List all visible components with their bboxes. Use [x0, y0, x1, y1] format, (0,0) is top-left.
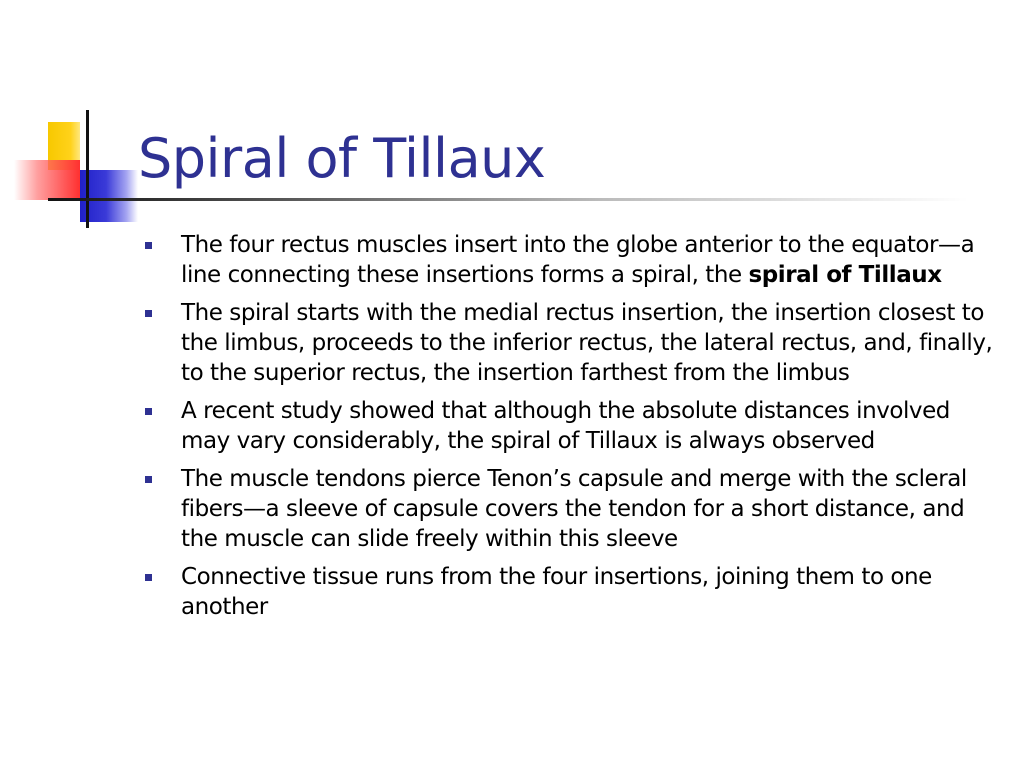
title-divider — [48, 198, 968, 201]
bullet-item — [145, 464, 995, 554]
bullet-body: Connective tissue runs from the four insertions, joining them to one another — [181, 564, 932, 620]
square-bullet-icon — [145, 574, 152, 581]
bullet-item — [145, 562, 995, 622]
square-bullet-icon — [145, 242, 152, 249]
square-bullet-icon — [145, 408, 152, 415]
bullet-item — [145, 396, 995, 456]
bullet-list — [145, 230, 995, 630]
bullet-bold-term: spiral of Tillaux — [748, 262, 942, 288]
bullet-body: The spiral starts with the medial rectus insertion, the insertion closest to the limbus, proceeds to the inferior rectus, the lateral rectus, and, finally, to the superior rectus, the insertion farthest from the limbus — [181, 300, 993, 386]
bullet-text — [181, 398, 950, 454]
bullet-text — [181, 300, 992, 386]
decorative-logo — [0, 0, 150, 240]
slide-title: Spiral of Tillaux — [138, 127, 546, 190]
bullet-text — [181, 466, 967, 552]
bullet-body: The four rectus muscles insert into the globe anterior to the equator—a line connecting these insertions forms a spiral, the — [181, 232, 975, 288]
red-square-shape — [14, 160, 80, 200]
bullet-text — [181, 232, 974, 288]
logo-vertical-line — [86, 110, 89, 228]
square-bullet-icon — [145, 310, 152, 317]
bullet-item — [145, 230, 995, 290]
bullet-item — [145, 298, 995, 388]
bullet-body: A recent study showed that although the absolute distances involved may vary considerably, the spiral of Tillaux is always observed — [181, 398, 950, 454]
bullet-body: The muscle tendons pierce Tenon’s capsule and merge with the scleral fibers—a sleeve of capsule covers the tendon for a short distance, and the muscle can slide freely within this sleeve — [181, 466, 967, 552]
square-bullet-icon — [145, 476, 152, 483]
bullet-text — [181, 564, 932, 620]
